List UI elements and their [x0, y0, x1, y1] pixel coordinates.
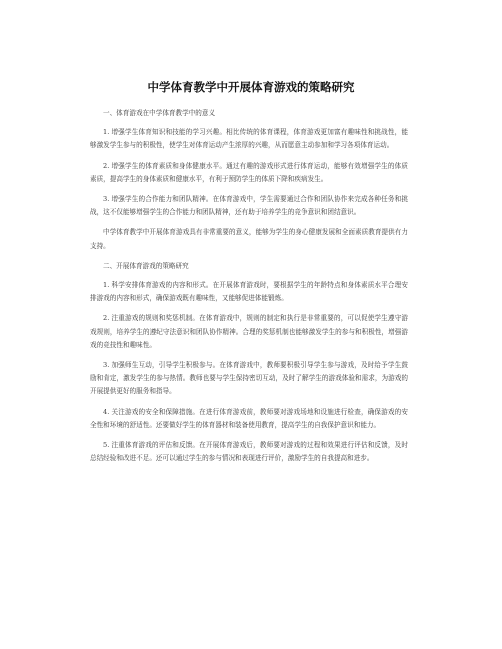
paragraph: 3. 加强师生互动，引导学生积极参与。在体育游戏中，教师要积极引导学生参与游戏，及时给予学生鼓励和肯定，激发学生的参与热情。教师也要与学生保持密切互动，及时了解学生的游戏体验和需求，为游戏的开展提供更好的服务和指导。 — [90, 361, 408, 396]
paragraph: 2. 注重游戏的规则和奖惩机制。在体育游戏中，规则的制定和执行是非常重要的，可以促使学生遵守游戏规则，培养学生的遵纪守法意识和团队协作精神。合理的奖惩机制也能够激发学生的参与和积极性，增强游戏的竞技性和趣味性。 — [90, 314, 408, 349]
section-heading: 二、开展体育游戏的策略研究 — [103, 261, 189, 270]
paragraph: 1. 增强学生体育知识和技能的学习兴趣。相比传统的体育课程，体育游戏更加富有趣味性和挑战性，能够激发学生参与的积极性，使学生对体育运动产生浓厚的兴趣，从而愿意主动参加和学习各项体育运动。 — [90, 128, 408, 150]
document-body — [90, 107, 408, 472]
document-title: 中学体育教学中开展体育游戏的策略研究 — [147, 80, 355, 94]
paragraph: 1. 科学安排体育游戏的内容和形式。在开展体育游戏时，要根据学生的年龄特点和身体素质水平合理安排游戏的内容和形式，确保游戏既有趣味性，又能够促进体能锻炼。 — [90, 281, 408, 303]
paragraph: 3. 增强学生的合作能力和团队精神。在体育游戏中，学生需要通过合作和团队协作来完成各种任务和挑战，这不仅能够增强学生的合作能力和团队精神，还有助于培养学生的竞争意识和团结意识。 — [90, 195, 408, 217]
paragraph: 4. 关注游戏的安全和保障措施。在进行体育游戏前，教师要对游戏场地和设施进行检查，确保游戏的安全性和环境的舒适性。还要做好学生的体育器材和装备使用教育，提高学生的自我保护意识和能力。 — [90, 407, 408, 429]
paragraph: 2. 增强学生的体育素质和身体健康水平。通过有趣的游戏形式进行体育运动，能够有效增强学生的体质素质，提高学生的身体素质和健康水平，有利于预防学生的体质下降和疾病发生。 — [90, 161, 408, 183]
section-heading: 一、体育游戏在中学体育教学中的意义 — [103, 109, 216, 117]
paragraph: 5. 注重体育游戏的评估和反馈。在开展体育游戏后，教师要对游戏的过程和效果进行评估和反馈，及时总结经验和改进不足。还可以通过学生的参与情况和表现进行评价，激励学生的自我提高和进步。 — [90, 441, 408, 463]
paragraph: 中学体育教学中开展体育游戏具有非常重要的意义，能够为学生的身心健康发展和全面素质教育提供有力支持。 — [90, 228, 408, 250]
